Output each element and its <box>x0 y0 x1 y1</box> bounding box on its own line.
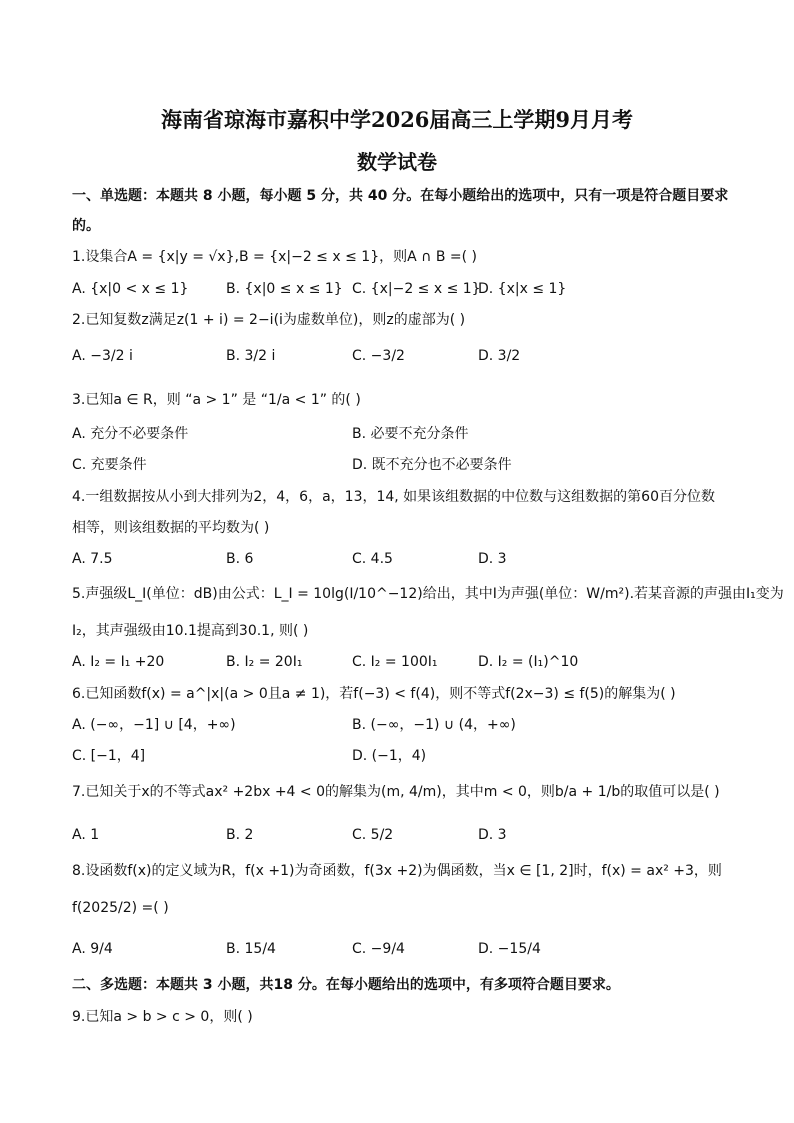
q3-option-d: D. 既不充分也不必要条件 <box>352 457 512 473</box>
q1-option-b: B. {x|0 ≤ x ≤ 1} <box>226 281 343 297</box>
question-8-stem: 8.设函数f(x)的定义域为R，f(x +1)为奇函数，f(3x +2)为偶函数，当x ∈ [1, 2]时，f(x) = ax² +3，则 <box>72 863 722 879</box>
section1-heading-cont: 的。 <box>72 218 100 234</box>
q4-option-c: C. 4.5 <box>352 551 393 567</box>
question-5-stem-cont: I₂，其声强级由10.1提高到30.1, 则( ) <box>72 623 309 639</box>
question-1-stem: 1.设集合A = {x|y = √x},B = {x|−2 ≤ x ≤ 1}，则A ∩ B =( ) <box>72 249 477 265</box>
question-7-stem: 7.已知关于x的不等式ax² +2bx +4 < 0的解集为(m, 4/m)，其中m < 0，则b/a + 1/b的取值可以是( ) <box>72 784 720 800</box>
q5-option-d: D. I₂ = (I₁)^10 <box>478 654 579 670</box>
question-6-stem: 6.已知函数f(x) = a^|x|(a > 0且a ≠ 1)，若f(−3) < f(4)，则不等式f(2x−3) ≤ f(5)的解集为( ) <box>72 686 676 702</box>
q8-option-b: B. 15/4 <box>226 941 276 957</box>
question-2-stem: 2.已知复数z满足z(1 + i) = 2−i(i为虚数单位)，则z的虚部为( ) <box>72 312 466 328</box>
q2-option-c: C. −3/2 <box>352 348 405 364</box>
q8-option-c: C. −9/4 <box>352 941 405 957</box>
question-4-stem-cont: 相等，则该组数据的平均数为( ) <box>72 520 270 536</box>
q5-option-b: B. I₂ = 20I₁ <box>226 654 303 670</box>
q1-option-d: D. {x|x ≤ 1} <box>478 281 567 297</box>
question-9-stem: 9.已知a > b > c > 0，则( ) <box>72 1009 253 1025</box>
q8-option-a: A. 9/4 <box>72 941 113 957</box>
section2-heading: 二、多选题：本题共 3 小题，共18 分。在每小题给出的选项中，有多项符合题目要求。 <box>72 977 620 993</box>
q7-option-d: D. 3 <box>478 827 507 843</box>
q7-option-a: A. 1 <box>72 827 100 843</box>
q3-option-b: B. 必要不充分条件 <box>352 426 469 442</box>
q7-option-b: B. 2 <box>226 827 254 843</box>
q5-option-a: A. I₂ = I₁ +20 <box>72 654 165 670</box>
exam-subtitle: 数学试卷 <box>357 150 437 174</box>
q6-option-b: B. (−∞，−1) ∪ (4，+∞) <box>352 717 516 733</box>
q3-option-c: C. 充要条件 <box>72 457 147 473</box>
section1-heading: 一、单选题：本题共 8 小题，每小题 5 分，共 40 分。在每小题给出的选项中，只有一项是符合题目要求 <box>72 188 729 204</box>
q1-option-a: A. {x|0 < x ≤ 1} <box>72 281 189 297</box>
q6-option-c: C. [−1，4] <box>72 748 146 764</box>
q6-option-d: D. (−1，4) <box>352 748 427 764</box>
q2-option-a: A. −3/2 i <box>72 348 133 364</box>
question-5-stem: 5.声强级L_I(单位：dB)由公式：L_I = 10lg(I/10^−12)给出，其中I为声强(单位：W/m²).若某音源的声强由I₁变为 <box>72 586 784 602</box>
question-3-stem: 3.已知a ∈ R，则 “a > 1” 是 “1/a < 1” 的( ) <box>72 392 361 408</box>
q2-option-d: D. 3/2 <box>478 348 521 364</box>
q4-option-b: B. 6 <box>226 551 254 567</box>
exam-title: 海南省琼海市嘉积中学2026届高三上学期9月月考 <box>160 107 634 132</box>
q8-option-d: D. −15/4 <box>478 941 541 957</box>
q6-option-a: A. (−∞，−1] ∪ [4，+∞) <box>72 717 236 733</box>
q5-option-c: C. I₂ = 100I₁ <box>352 654 438 670</box>
q4-option-a: A. 7.5 <box>72 551 113 567</box>
q3-option-a: A. 充分不必要条件 <box>72 426 189 442</box>
q2-option-b: B. 3/2 i <box>226 348 276 364</box>
question-4-stem: 4.一组数据按从小到大排列为2，4，6，a，13，14, 如果该组数据的中位数与这组数据的第60百分位数 <box>72 489 715 505</box>
q4-option-d: D. 3 <box>478 551 507 567</box>
q7-option-c: C. 5/2 <box>352 827 394 843</box>
question-8-stem-cont: f(2025/2) =( ) <box>72 900 169 916</box>
q1-option-c: C. {x|−2 ≤ x ≤ 1} <box>352 281 481 297</box>
